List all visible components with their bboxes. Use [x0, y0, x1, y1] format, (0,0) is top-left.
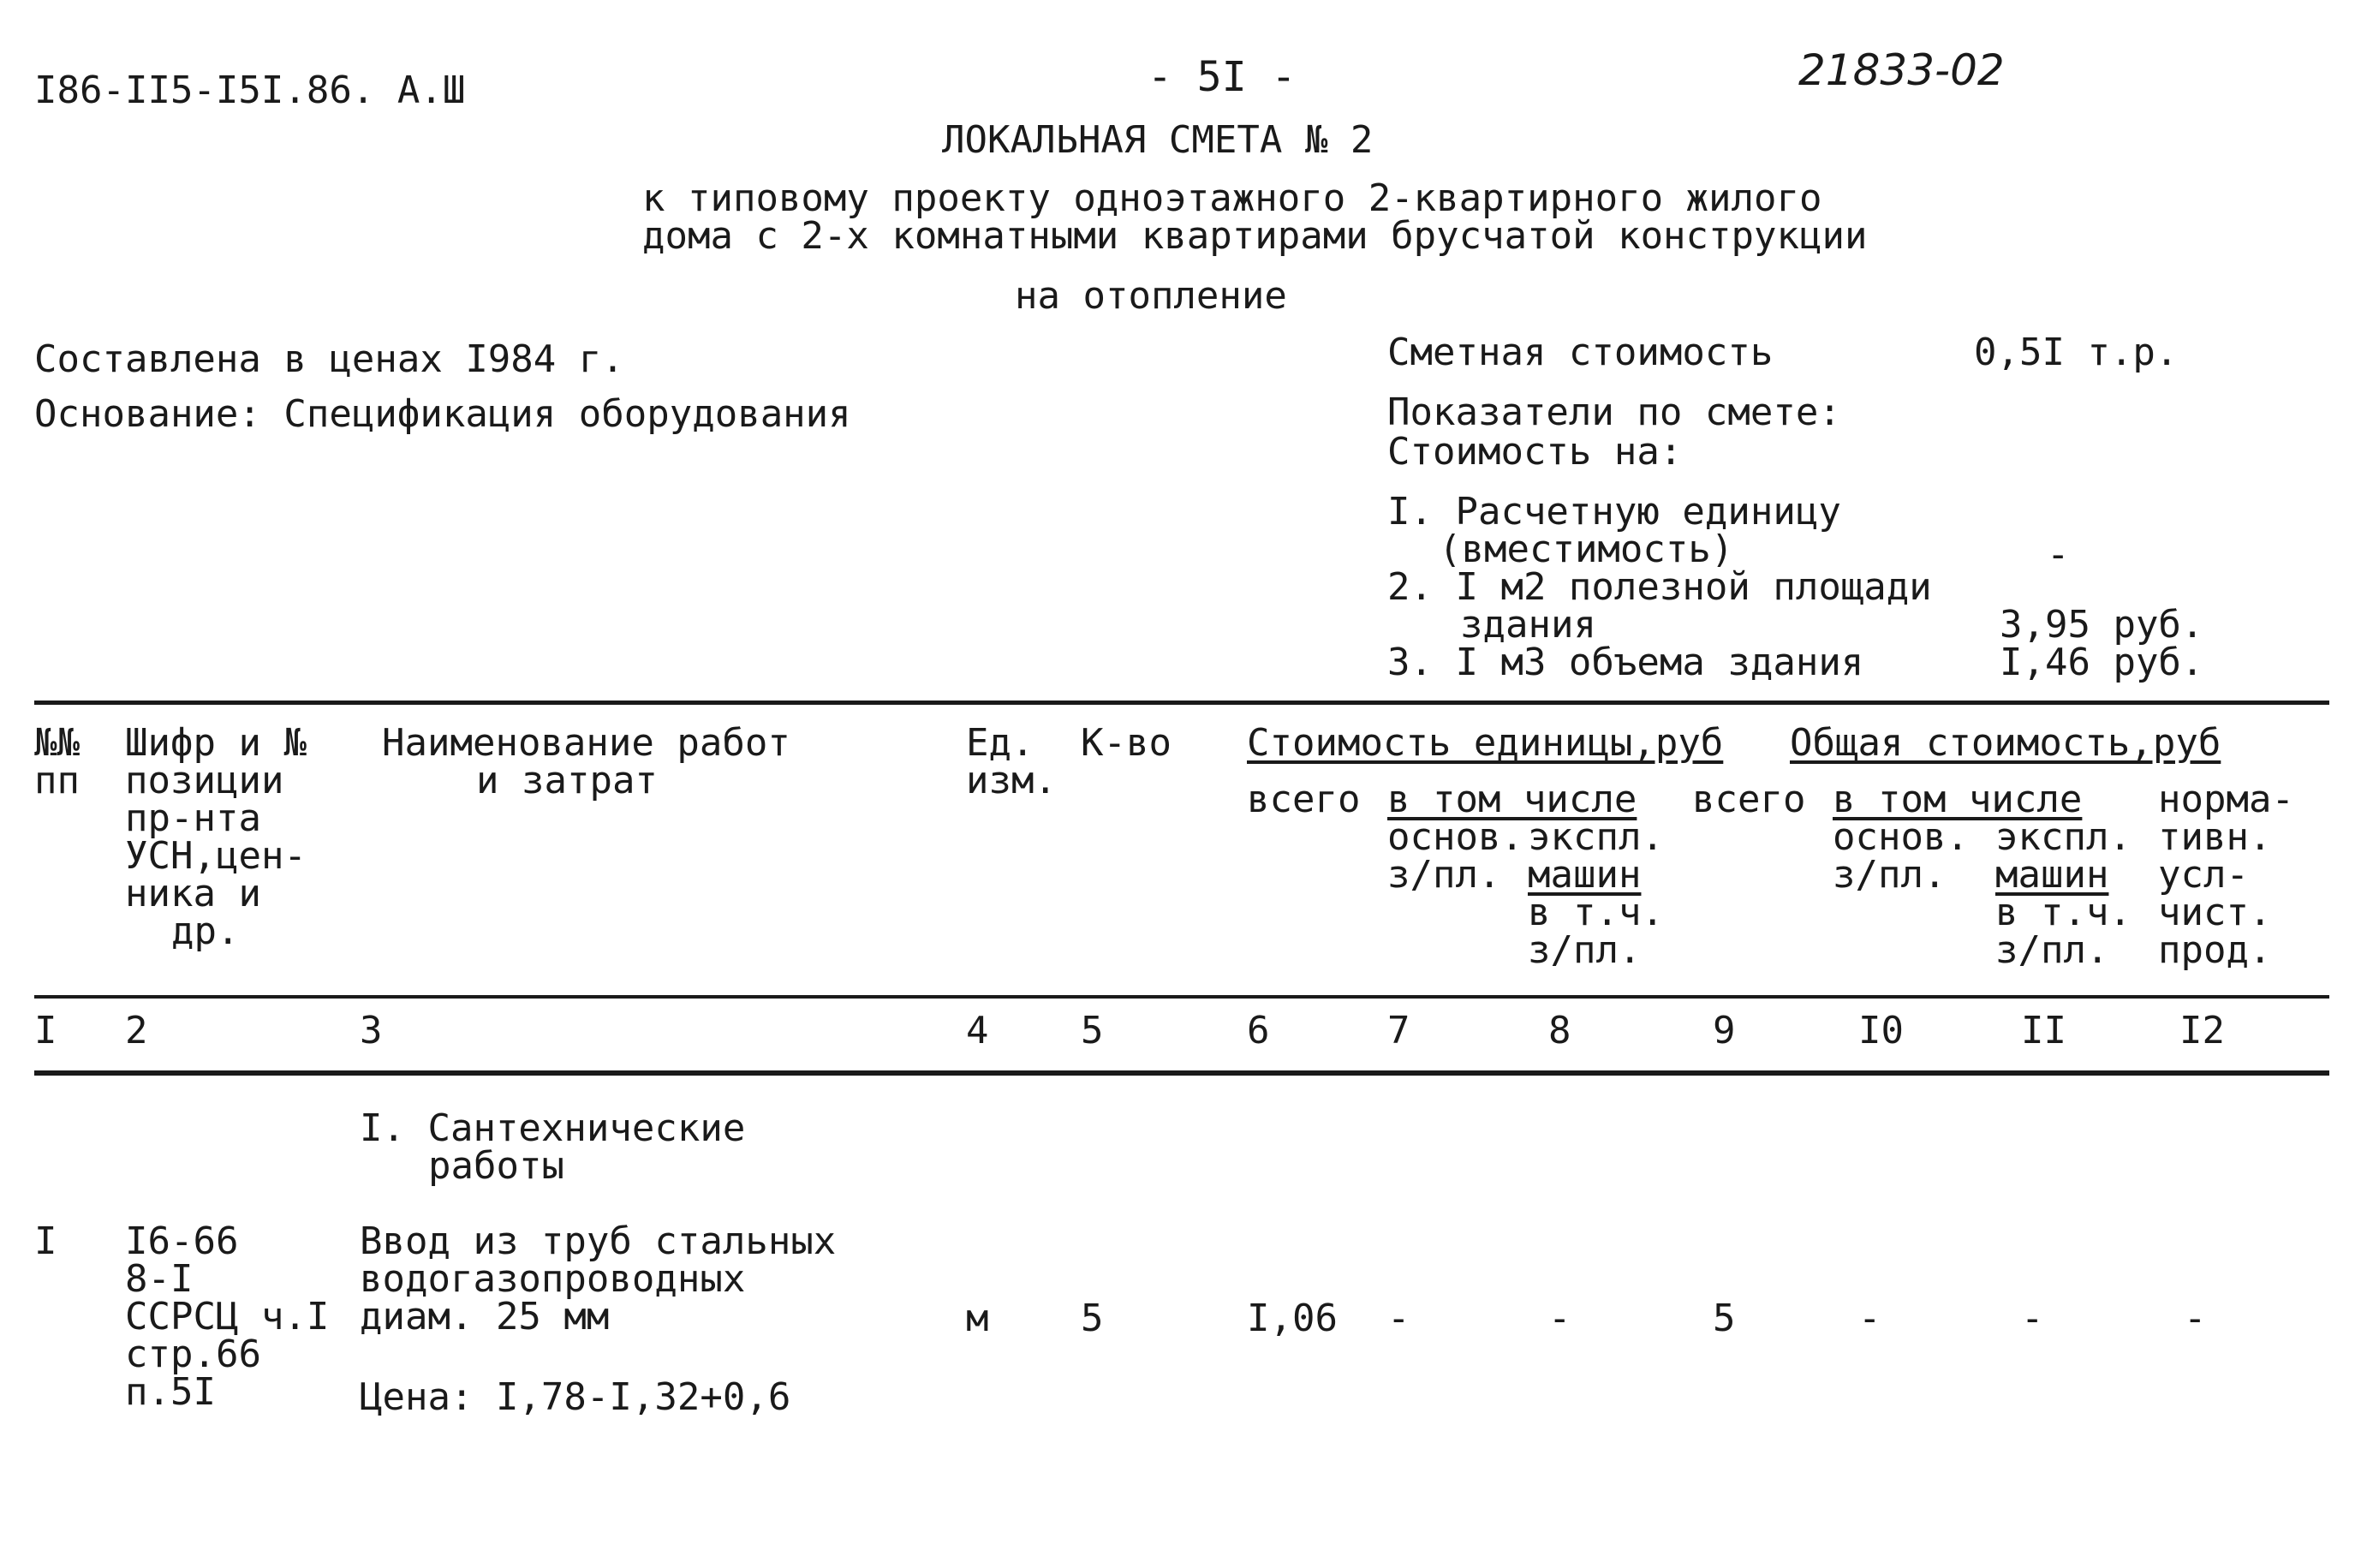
document-code: I86-II5-I5I.86. А.Ш [34, 69, 466, 112]
header-total-including: в том числе [1833, 778, 2083, 821]
estimated-cost-value: 0,5I т.р. [1974, 331, 2179, 374]
row-total-basic: - [1858, 1297, 1881, 1340]
header-bottom-rule [34, 995, 2329, 999]
header-unit-expl-4: з/пл. [1528, 928, 1642, 972]
header-total-expl-2: машин [1995, 853, 2109, 897]
header-total-total: всего [1692, 778, 1806, 821]
page-number: - 5I - [1148, 53, 1297, 101]
row-total-expl: - [2021, 1297, 2044, 1340]
header-code-line-4: УСН,цен- [125, 834, 307, 878]
header-unit-expl-3: в т.ч. [1528, 891, 1664, 934]
registration-number: 21833-02 [1798, 45, 2005, 95]
column-number-4: 4 [966, 1009, 989, 1052]
header-norm-4: чист. [2158, 891, 2272, 934]
prices-year: Составлена в ценах I984 г. [34, 337, 624, 381]
header-unit-basic-1: основ. [1387, 815, 1523, 859]
indicator-2-line-1: 2. I м2 полезной площади [1387, 565, 1932, 609]
row-name-line-3: диам. 25 мм [360, 1295, 610, 1338]
header-norm-3: усл- [2158, 853, 2249, 897]
header-unit-line-2: изм. [966, 759, 1057, 802]
row-unit-basic: - [1387, 1297, 1410, 1340]
subtitle-line-3: на отопление [1015, 274, 1287, 318]
header-code-line-2: позиции [125, 759, 284, 802]
column-number-8: 8 [1548, 1009, 1571, 1052]
header-total-cost: Общая стоимость,руб [1790, 721, 2221, 765]
table-top-rule [34, 701, 2329, 705]
header-unit-basic-2: з/пл. [1387, 853, 1501, 897]
indicator-1-line-2: (вместимость) [1439, 528, 1734, 571]
subtitle-line-1: к типовому проекту одноэтажного 2-квартирного жилого [642, 176, 1822, 220]
estimated-cost-label: Сметная стоимость [1387, 331, 1774, 374]
column-numbers-rule [34, 1070, 2329, 1076]
indicator-3-value: I,46 руб. [2000, 641, 2204, 684]
column-number-3: 3 [360, 1009, 383, 1052]
estimate-title: ЛОКАЛЬНАЯ СМЕТА № 2 [942, 118, 1374, 162]
row-unit-expl: - [1548, 1297, 1571, 1340]
header-total-expl-3: в т.ч. [1995, 891, 2131, 934]
row-name-line-1: Ввод из труб стальных [360, 1219, 837, 1263]
indicator-3-line: 3. I м3 объема здания [1387, 641, 1864, 684]
row-price: Цена: I,78-I,32+0,6 [360, 1375, 791, 1419]
row-total: 5 [1713, 1297, 1736, 1340]
header-norm-5: прод. [2158, 928, 2272, 972]
header-num-line-2: пп [34, 759, 80, 802]
section-heading-line-2: работы [428, 1144, 564, 1188]
column-number-11: II [2021, 1009, 2066, 1052]
row-code-line-3: ССРСЦ ч.I [125, 1295, 330, 1338]
header-total-basic-2: з/пл. [1833, 853, 1947, 897]
indicator-2-value: 3,95 руб. [2000, 603, 2204, 647]
indicator-1-value: - [2047, 533, 2070, 576]
row-quantity: 5 [1081, 1297, 1104, 1340]
header-name-line-2: и затрат [476, 759, 658, 802]
header-unit-including: в том числе [1387, 778, 1637, 821]
row-norm: - [2184, 1297, 2207, 1340]
cost-per-label: Стоимость на: [1387, 430, 1683, 474]
row-code-line-4: стр.66 [125, 1333, 261, 1376]
header-unit-cost: Стоимость единицы,руб [1247, 721, 1724, 765]
header-code-line-1: Шифр и № [125, 721, 307, 765]
row-number: I [34, 1219, 57, 1263]
header-quantity: К-во [1081, 721, 1172, 765]
column-number-7: 7 [1387, 1009, 1410, 1052]
column-number-2: 2 [125, 1009, 148, 1052]
indicators-label: Показатели по смете: [1387, 391, 1841, 434]
header-unit-expl-1: экспл. [1528, 815, 1664, 859]
header-code-line-5: ника и [125, 872, 261, 915]
subtitle-line-2: дома с 2-х комнатными квартирами брусчатой конструкции [642, 214, 1868, 258]
header-code-line-6: др. [171, 909, 240, 953]
header-unit-line-1: Ед. [966, 721, 1034, 765]
header-total-basic-1: основ. [1833, 815, 1969, 859]
indicator-1-line-1: I. Расчетную единицу [1387, 490, 1841, 534]
header-total-expl-4: з/пл. [1995, 928, 2109, 972]
indicator-2-line-2: здания [1460, 603, 1596, 647]
row-name-line-2: водогазопроводных [360, 1257, 746, 1301]
column-number-5: 5 [1081, 1009, 1104, 1052]
row-code-line-2: 8-I [125, 1257, 194, 1301]
section-heading-line-1: I. Сантехнические [360, 1106, 746, 1150]
header-total-expl-1: экспл. [1995, 815, 2131, 859]
column-number-6: 6 [1247, 1009, 1270, 1052]
column-number-10: I0 [1858, 1009, 1904, 1052]
row-code-line-5: п.5I [125, 1370, 216, 1414]
header-norm-2: тивн. [2158, 815, 2272, 859]
header-unit-total: всего [1247, 778, 1361, 821]
row-unit: м [966, 1297, 989, 1340]
column-number-1: I [34, 1009, 57, 1052]
row-code-line-1: I6-66 [125, 1219, 239, 1263]
basis: Основание: Спецификация оборудования [34, 392, 851, 436]
header-name-line-1: Наименование работ [382, 721, 790, 765]
row-unit-total: I,06 [1247, 1297, 1338, 1340]
header-code-line-3: пр-нта [125, 796, 261, 840]
header-num-line-1: №№ [34, 721, 80, 765]
header-norm-1: норма- [2158, 778, 2294, 821]
column-number-12: I2 [2179, 1009, 2225, 1052]
column-number-9: 9 [1713, 1009, 1736, 1052]
header-unit-expl-2: машин [1528, 853, 1642, 897]
